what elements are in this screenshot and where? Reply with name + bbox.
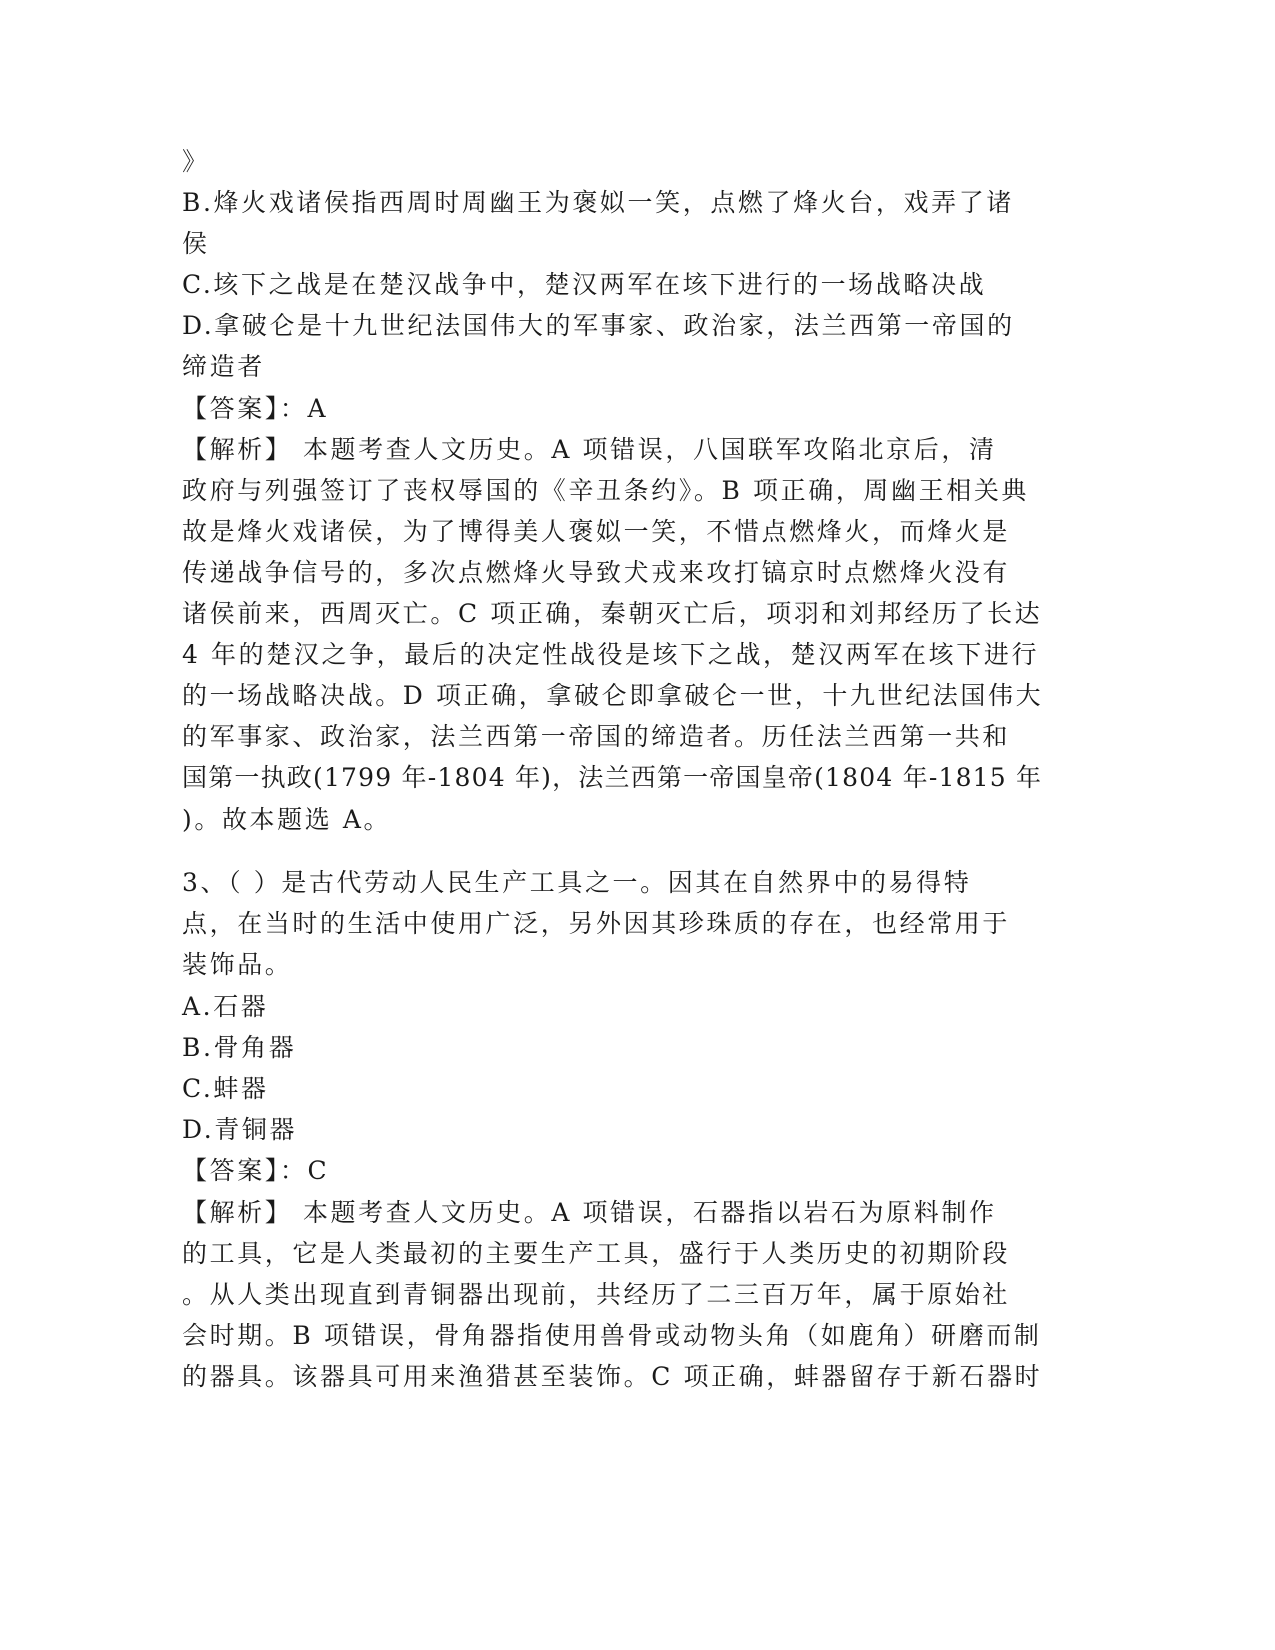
q2-analysis-line: 的军事家、政治家，法兰西第一帝国的缔造者。历任法兰西第一共和 (182, 722, 1011, 751)
q2-option-d-line-1: D.拿破仑是十九世纪法国伟大的军事家、政治家，法兰西第一帝国的 (182, 311, 1015, 340)
q3-stem-line: 3、（ ）是古代劳动人民生产工具之一。因其在自然界中的易得特 (182, 868, 972, 897)
q3-analysis-line: 会时期。B 项错误，骨角器指使用兽骨或动物头角（如鹿角）研磨而制 (182, 1321, 1042, 1350)
q2-analysis-line: 诸侯前来，西周灭亡。C 项正确，秦朝灭亡后，项羽和刘邦经历了长达 (182, 599, 1043, 628)
q2-analysis-line: 的一场战略决战。D 项正确，拿破仑即拿破仑一世，十九世纪法国伟大 (182, 681, 1044, 710)
q2-analysis-line: 【解析】 本题考查人文历史。A 项错误，八国联军攻陷北京后，清 (182, 435, 997, 464)
q2-analysis-line: 政府与列强签订了丧权辱国的《辛丑条约》。B 项正确，周幽王相关典 (182, 476, 1030, 505)
q3-answer: 【答案】：C (182, 1156, 330, 1185)
q2-analysis-line: 4 年的楚汉之争，最后的决定性战役是垓下之战，楚汉两军在垓下进行 (182, 640, 1040, 669)
q3-option-b: B.骨角器 (182, 1033, 297, 1062)
q2-analysis-line: 故是烽火戏诸侯，为了博得美人褒姒一笑，不惜点燃烽火，而烽火是 (182, 517, 1011, 546)
q3-analysis-line: 【解析】 本题考查人文历史。A 项错误，石器指以岩石为原料制作 (182, 1198, 997, 1227)
q2-option-b-line-1: B.烽火戏诸侯指西周时周幽王为褒姒一笑，点燃了烽火台，戏弄了诸 (182, 188, 1014, 217)
q2-option-b-line-2: 侯 (182, 229, 210, 258)
q2-analysis-line: 国第一执政(1799 年-1804 年)，法兰西第一帝国皇帝(1804 年-1815 年 (182, 763, 1043, 792)
q2-analysis-line: )。故本题选 A。 (182, 805, 392, 834)
q2-answer: 【答案】：A (182, 394, 329, 423)
q3-option-d: D.青铜器 (182, 1115, 298, 1144)
q3-option-c: C.蚌器 (182, 1074, 269, 1103)
q2-option-c: C.垓下之战是在楚汉战争中，楚汉两军在垓下进行的一场战略决战 (182, 270, 987, 299)
q3-stem-line: 点，在当时的生活中使用广泛，另外因其珍珠质的存在，也经常用于 (182, 909, 1011, 938)
q2-analysis-line: 传递战争信号的，多次点燃烽火导致犬戎来攻打镐京时点燃烽火没有 (182, 558, 1011, 587)
q3-analysis-line: 的工具，它是人类最初的主要生产工具，盛行于人类历史的初期阶段 (182, 1239, 1011, 1268)
q3-option-a: A.石器 (182, 992, 269, 1021)
q2-option-a-tail: 》 (182, 147, 210, 176)
q3-stem-line: 装饰品。 (182, 950, 293, 979)
q3-analysis-line: 。从人类出现直到青铜器出现前，共经历了二三百万年，属于原始社 (182, 1280, 1011, 1309)
q2-option-d-line-2: 缔造者 (182, 352, 265, 381)
q3-analysis-line: 的器具。该器具可用来渔猎甚至装饰。C 项正确，蚌器留存于新石器时 (182, 1362, 1043, 1391)
